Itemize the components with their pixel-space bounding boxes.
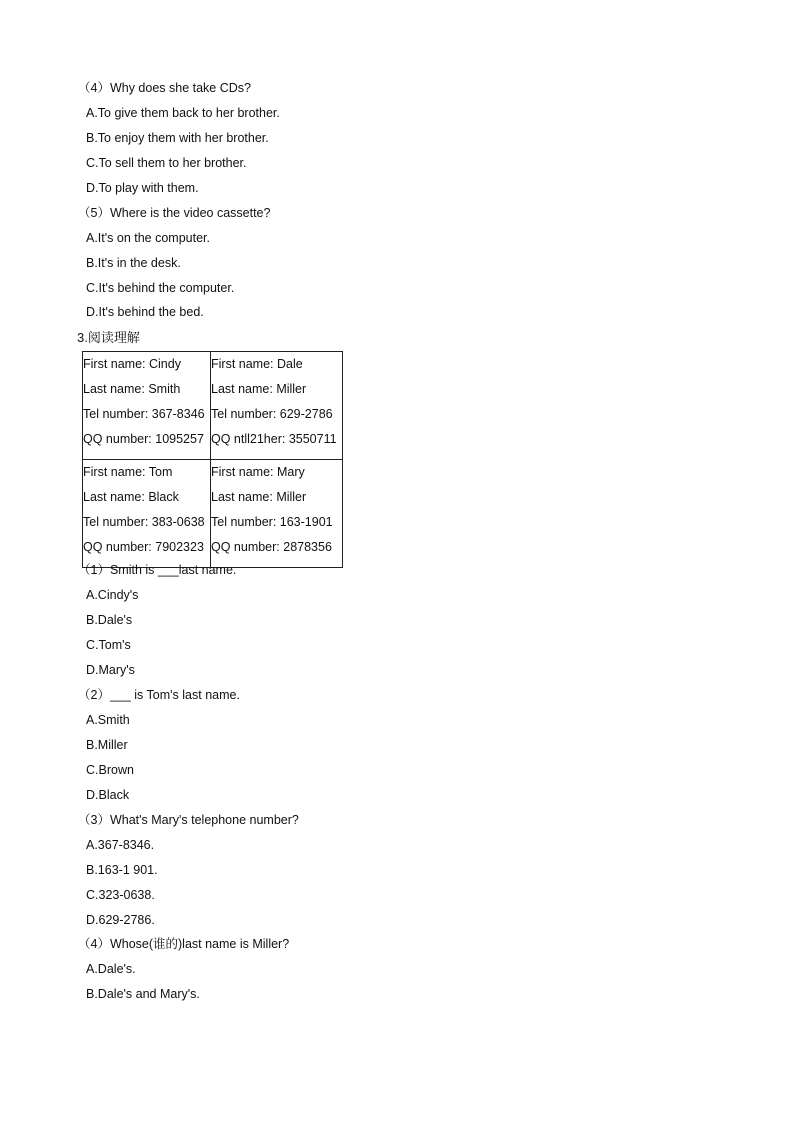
- card-line: Last name: Black: [83, 490, 179, 504]
- info-card: [211, 460, 343, 568]
- answer-option: A.To give them back to her brother.: [86, 106, 280, 120]
- question-text: （4）Why does she take CDs?: [78, 81, 251, 95]
- section-title: 3.阅读理解: [77, 330, 140, 345]
- answer-option: C.To sell them to her brother.: [86, 156, 247, 170]
- answer-option: C.Tom's: [86, 638, 131, 652]
- answer-option: D.To play with them.: [86, 181, 199, 195]
- card-line: Tel number: 367-8346: [83, 407, 205, 421]
- answer-option: C.Brown: [86, 763, 134, 777]
- answer-option: D.Mary's: [86, 663, 135, 677]
- card-line: First name: Mary: [211, 465, 305, 479]
- question-text: （1）Smith is ___last name.: [78, 563, 237, 577]
- card-line: First name: Cindy: [83, 357, 181, 371]
- question-text: （2）___ is Tom's last name.: [78, 688, 240, 702]
- answer-option: B.163-1 901.: [86, 863, 158, 877]
- answer-option: B.It's in the desk.: [86, 256, 181, 270]
- table-row: [83, 352, 343, 460]
- card-line: Last name: Miller: [211, 382, 307, 396]
- question-text: （5）Where is the video cassette?: [78, 206, 271, 220]
- answer-option: D.629-2786.: [86, 913, 155, 927]
- card-line: Last name: Miller: [211, 490, 307, 504]
- answer-option: B.Dale's and Mary's.: [86, 987, 200, 1001]
- table-row: [83, 460, 343, 568]
- card-line: Tel number: 629-2786: [211, 407, 333, 421]
- answer-option: C.323-0638.: [86, 888, 155, 902]
- card-line: Tel number: 383-0638: [83, 515, 205, 529]
- answer-option: A.It's on the computer.: [86, 231, 210, 245]
- card-line: QQ ntll21her: 3550711: [211, 432, 337, 446]
- question-text: （3）What's Mary's telephone number?: [78, 813, 299, 827]
- answer-option: A.Cindy's: [86, 588, 139, 602]
- answer-option: B.Miller: [86, 738, 128, 752]
- answer-option: D.Black: [86, 788, 130, 802]
- card-line: QQ number: 2878356: [211, 540, 332, 554]
- card-line: Tel number: 163-1901: [211, 515, 333, 529]
- card-line: Last name: Smith: [83, 382, 181, 396]
- answer-option: A.367-8346.: [86, 838, 155, 852]
- card-line: QQ number: 1095257: [83, 432, 204, 446]
- info-card: [83, 352, 211, 460]
- answer-option: A.Smith: [86, 713, 130, 727]
- answer-option: D.It's behind the bed.: [86, 305, 204, 319]
- info-card: [211, 352, 343, 460]
- info-card: [83, 460, 211, 568]
- card-line: First name: Dale: [211, 357, 303, 371]
- card-line: First name: Tom: [83, 465, 173, 479]
- card-line: QQ number: 7902323: [83, 540, 204, 554]
- question-text: （4）Whose(谁的)last name is Miller?: [78, 937, 290, 951]
- answer-option: B.To enjoy them with her brother.: [86, 131, 269, 145]
- answer-option: C.It's behind the computer.: [86, 281, 235, 295]
- info-card-table: [82, 351, 343, 568]
- answer-option: B.Dale's: [86, 613, 133, 627]
- answer-option: A.Dale's.: [86, 962, 136, 976]
